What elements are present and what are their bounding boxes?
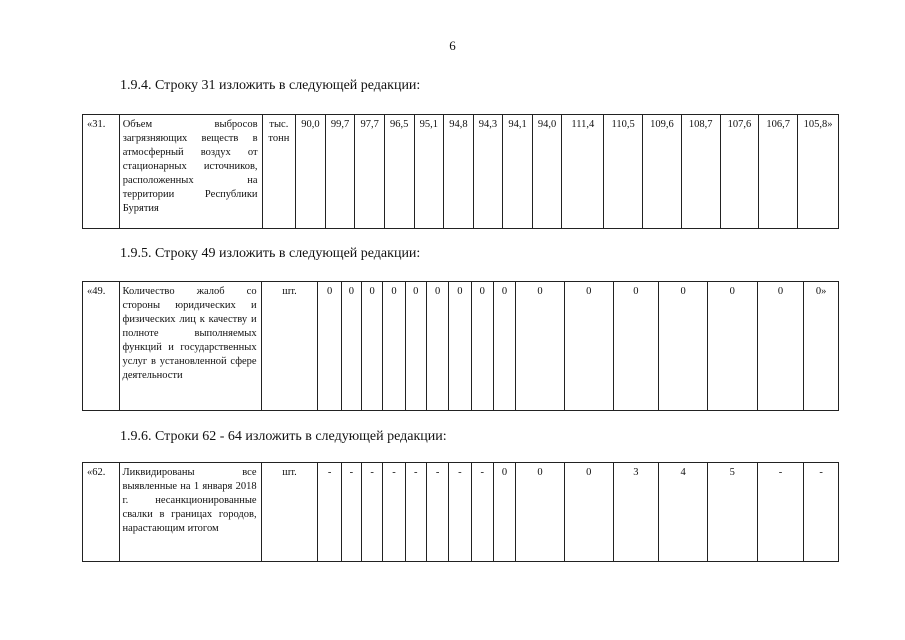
value-cell: 3 — [613, 463, 659, 562]
row-number: «49. — [83, 282, 120, 411]
value-cell: - — [318, 463, 341, 562]
value-cell: 96,5 — [384, 115, 414, 229]
value-cell: 5 — [707, 463, 757, 562]
value-cell: 0 — [564, 282, 613, 411]
value-cell: 0 — [362, 282, 383, 411]
indicator-name: Количество жалоб со стороны юридических и физических лиц к качеству и полноте выполняемых функций и государственных услуг в установленной сфере деятельности — [119, 282, 261, 411]
value-cell: 109,6 — [643, 115, 682, 229]
value-cell: 94,0 — [532, 115, 562, 229]
value-cell: - — [383, 463, 405, 562]
value-cell: 0 — [707, 282, 757, 411]
value-cell: 97,7 — [355, 115, 385, 229]
table-row-49 — [82, 281, 839, 411]
section-heading-row-31: 1.9.4. Строку 31 изложить в следующей редакции: — [120, 78, 421, 93]
section-heading-row-49: 1.9.5. Строку 49 изложить в следующей редакции: — [120, 246, 421, 261]
value-cell: 0 — [613, 282, 659, 411]
value-cell: 0 — [493, 463, 515, 562]
value-cell: 94,3 — [473, 115, 503, 229]
value-cell: 107,6 — [720, 115, 759, 229]
section-heading-rows-62-64: 1.9.6. Строки 62 - 64 изложить в следующей редакции: — [120, 429, 447, 444]
value-cell: - — [405, 463, 426, 562]
value-cell: - — [449, 463, 471, 562]
table-row-62 — [82, 462, 839, 562]
value-cell: 4 — [659, 463, 708, 562]
row-number: «62. — [83, 463, 120, 562]
indicator-name: Ликвидированы все выявленные на 1 января 2018 г. несанкционированные свалки в границах городов, нарастающим итогом — [119, 463, 261, 562]
value-cell: 106,7 — [759, 115, 798, 229]
page-number: 6 — [449, 38, 456, 53]
value-cell: 0 — [405, 282, 426, 411]
unit: тыс. тонн — [262, 115, 296, 229]
value-cell: 0 — [426, 282, 448, 411]
value-cell: 94,1 — [503, 115, 533, 229]
table-row-31 — [82, 114, 839, 229]
value-cell: 90,0 — [296, 115, 326, 229]
value-cell: 0 — [493, 282, 515, 411]
unit: шт. — [261, 282, 318, 411]
value-cell: 0 — [449, 282, 471, 411]
value-cell: 0 — [757, 282, 804, 411]
unit: шт. — [261, 463, 318, 562]
value-cell: - — [471, 463, 493, 562]
value-cell: - — [362, 463, 383, 562]
value-cell: 0 — [564, 463, 613, 562]
value-cell: 0 — [318, 282, 341, 411]
value-cell: - — [341, 463, 361, 562]
value-cell: 111,4 — [562, 115, 604, 229]
value-cell: 99,7 — [325, 115, 355, 229]
value-cell: - — [804, 463, 839, 562]
value-cell: 0 — [341, 282, 361, 411]
value-cell: 0 — [516, 463, 565, 562]
value-cell: 0 — [471, 282, 493, 411]
value-cell: 94,8 — [444, 115, 474, 229]
row-number: «31. — [83, 115, 120, 229]
value-cell: 105,8» — [798, 115, 839, 229]
indicator-name: Объем выбросов загрязняющих веществ в атмосферный воздух от стационарных источников, расположенных на территории Республики Бурятия — [119, 115, 262, 229]
value-cell: - — [757, 463, 804, 562]
value-cell: 110,5 — [604, 115, 643, 229]
value-cell: - — [426, 463, 448, 562]
value-cell: 108,7 — [681, 115, 720, 229]
value-cell: 0 — [659, 282, 708, 411]
value-cell: 0 — [383, 282, 405, 411]
value-cell: 95,1 — [414, 115, 444, 229]
value-cell: 0 — [516, 282, 565, 411]
value-cell: 0» — [804, 282, 839, 411]
